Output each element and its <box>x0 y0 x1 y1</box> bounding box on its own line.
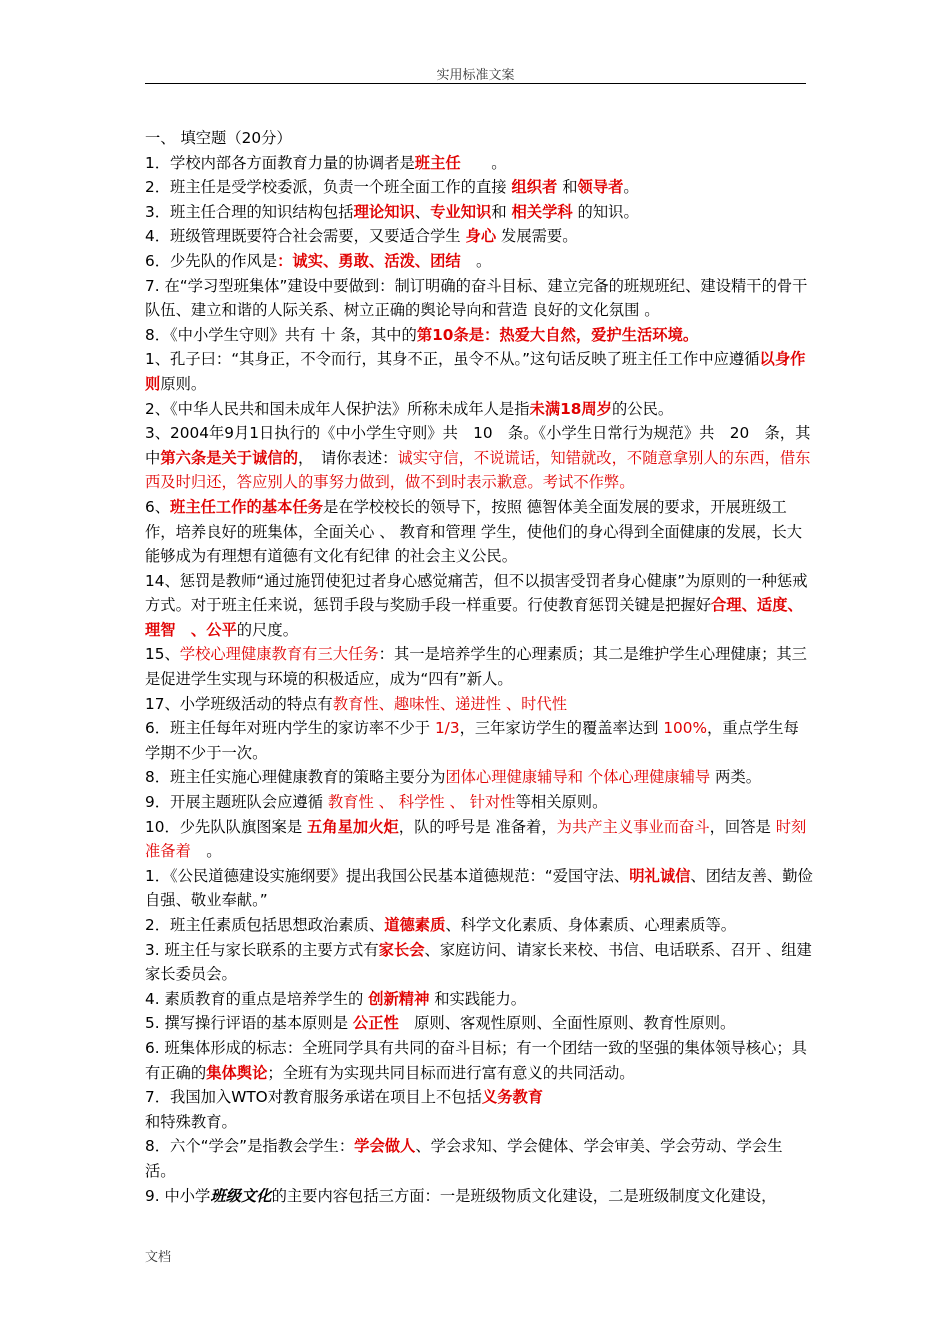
header-rule <box>145 83 806 84</box>
item-17: 9．开展主题班队会应遵循 教育性 、 科学性 、 针对性等相关原则。 <box>145 793 608 812</box>
item-20: 2．班主任素质包括思想政治素质、道德素质、科学文化素质、身体素质、心理素质等。 <box>145 916 737 934</box>
item-4: 4．班级管理既要符合社会需要，又要适合学生 身心 发展需要。 <box>145 227 578 246</box>
item-2: 2．班主任是受学校委派，负责一个班全面工作的直接 组织者 和领导者。 <box>145 178 639 197</box>
document-body <box>145 126 813 1208</box>
section-title: 一、 填空题（20分） <box>145 129 292 147</box>
item-6: 7. 在“学习型班集体”建设中要做到：制订明确的奋斗目标、建立完备的班规班纪、建设精干的骨干队伍、建立和谐的人际关系、树立正确的舆论导向和营造 良好的文化氛围 。 <box>145 276 808 320</box>
item-14: 17、小学班级活动的特点有教育性、趣味性、递进性 、时代性 <box>145 694 568 713</box>
item-26: 8．六个“学会”是指教会学生：学会做人、学会求知、学会健体、学会审美、学会劳动、学会生活。 <box>145 1137 783 1180</box>
item-25: 7．我国加入WTO对教育服务承诺在项目上不包括义务教育 <box>145 1088 544 1107</box>
item-7: 8．《中小学生守则》共有 十 条，其中的第10条是：热爱大自然，爱护生活环境。 <box>145 325 699 344</box>
item-13: 15、学校心理健康教育有三大任务：其一是培养学生的心理素质；其二是维护学生心理健康；其三是促进学生实现与环境的积极适应，成为“四有”新人。 <box>145 645 807 689</box>
item-15: 6．班主任每年对班内学生的家访率不少于 1/3，三年家访学生的覆盖率达到 100%，重点学生每学期不少于一次。 <box>145 719 799 762</box>
item-9: 2、《中华人民共和国未成年人保护法》所称未成年人是指未满18周岁的公民。 <box>145 399 674 418</box>
page-footer: 文档 <box>145 1250 172 1265</box>
item-1: 1．学校内部各方面教育力量的协调者是班主任 。 <box>145 153 507 172</box>
item-5: 6．少先队的作风是：诚实、勇敢、活泼、团结 。 <box>145 251 492 270</box>
item-12: 14、惩罚是教师“通过施罚使犯过者身心感觉痛苦，但不以损害受罚者身心健康”为原则的一种惩戒方式。对于班主任来说，惩罚手段与奖励手段一样重要。行使教育惩罚关键是把握好合理、适度、 理智 、公平的尺度。 <box>145 571 808 639</box>
item-10: 3、2004年9月1日执行的《中小学生守则》共 10 条。《小学生日常行为规范》共 20 条，其中第六条是关于诚信的， 请你表述：诚实守信，不说谎话，知错就改，不随意拿别人的东西，借东西及时归还，答应别人的事努力做到，做不到时表示歉意。考试不作弊。 <box>145 424 811 492</box>
item-19: 1．《公民道德建设实施纲要》提出我国公民基本道德规范：“爱国守法、明礼诚信、团结友善、勤俭自强、敬业奉献。” <box>145 866 813 910</box>
item-16: 8．班主任实施心理健康教育的策略主要分为团体心理健康辅导和 个体心理健康辅导 两类。 <box>145 768 762 787</box>
page-header: 实用标准文案 <box>436 68 515 83</box>
item-23: 5. 撰写操行评语的基本原则是 公正性 原则、客观性原则、全面性原则、教育性原则。 <box>145 1014 736 1033</box>
item-22: 4. 素质教育的重点是培养学生的 创新精神 和实践能力。 <box>145 989 527 1008</box>
item-11: 6、班主任工作的基本任务是在学校校长的领导下，按照 德智体美全面发展的要求，开展班级工作，培养良好的班集体，全面关心 、 教育和管理 学生，使他们的身心得到全面健康的发展，长大能够成为有理想有道德有文化有纪律 的社会主义公民。 <box>145 497 803 566</box>
item-8: 1、孔子曰：“其身正，不令而行，其身不正，虽令不从。”这句话反映了班主任工作中应遵循以身作则原则。 <box>145 350 806 393</box>
item-21: 3. 班主任与家长联系的主要方式有家长会、家庭访问、请家长来校、书信、电话联系、召开 、组建家长委员会。 <box>145 940 812 984</box>
item-25-cont: 和特殊教育。 <box>145 1112 237 1131</box>
item-3: 3．班主任合理的知识结构包括理论知识、专业知识和 相关学科 的知识。 <box>145 202 639 221</box>
item-18: 10．少先队队旗图案是 五角星加火炬，队的呼号是 准备着，为共产主义事业而奋斗，回答是 时刻准备着 。 <box>145 817 807 861</box>
item-27: 9. 中小学班级文化的主要内容包括三方面：一是班级物质文化建设，二是班级制度文化建设， <box>145 1186 777 1205</box>
item-24: 6. 班集体形成的标志：全班同学具有共同的奋斗目标；有一个团结一致的坚强的集体领导核心；具有正确的集体舆论；全班有为实现共同目标而进行富有意义的共同活动。 <box>145 1038 807 1082</box>
